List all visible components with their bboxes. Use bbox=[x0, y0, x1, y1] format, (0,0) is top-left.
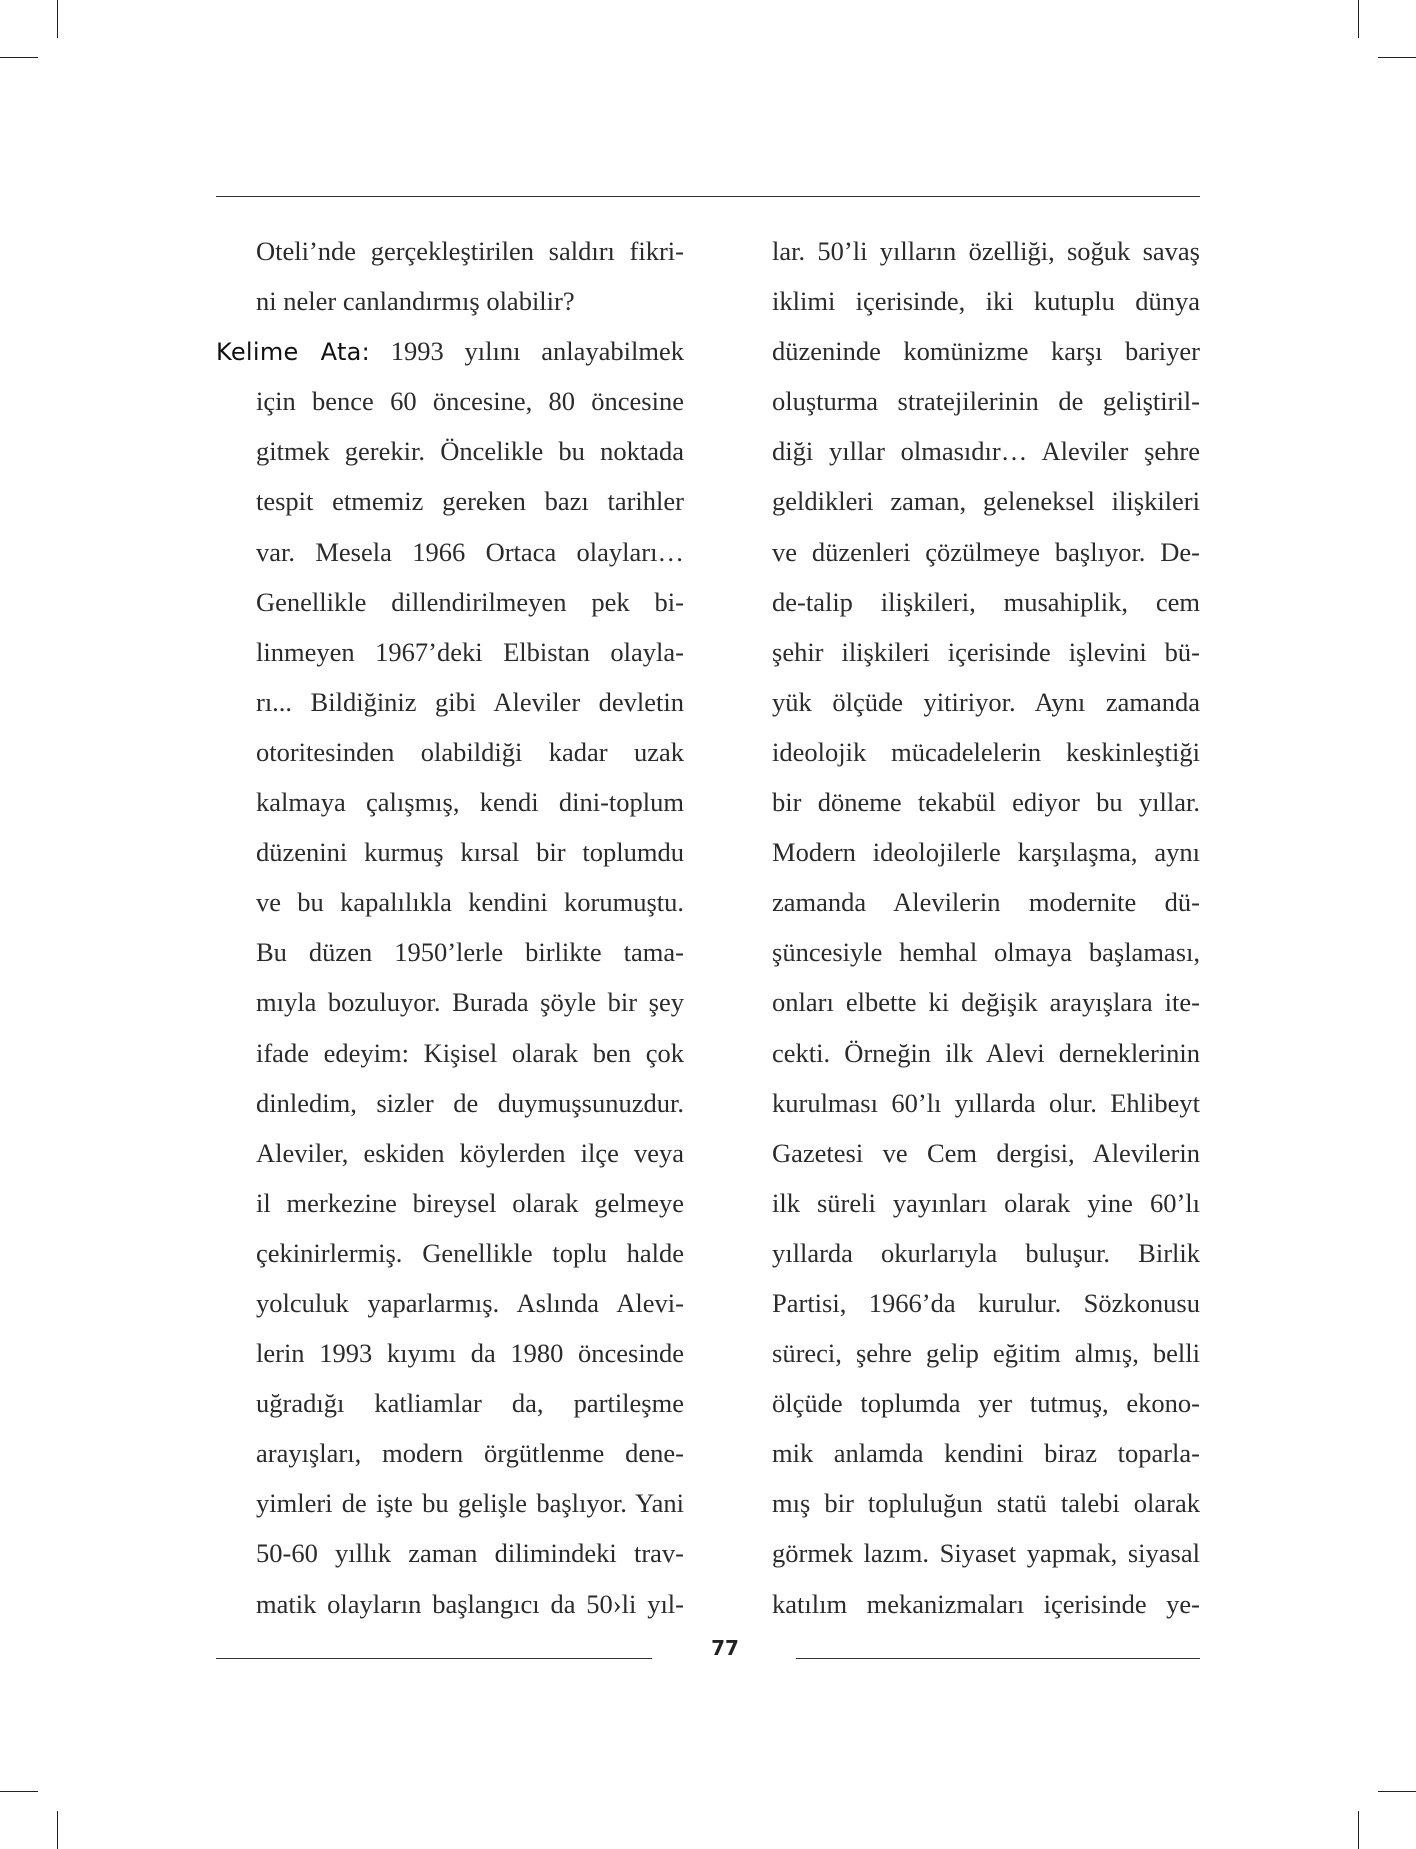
text-line: şehir ilişkileri içerisinde işlevini bü- bbox=[772, 636, 1200, 667]
text-line: ölçüde toplumda yer tutmuş, ekono- bbox=[772, 1388, 1200, 1419]
text-line: geldikleri zaman, geleneksel ilişkileri bbox=[772, 486, 1200, 517]
text-line: lar. 50’li yılların özelliği, soğuk savaş bbox=[772, 236, 1200, 266]
header-rule bbox=[216, 196, 1200, 197]
text-line: il merkezine bireysel olarak gelmeye bbox=[256, 1187, 684, 1218]
text-line: onları elbette ki değişik arayışlara ite- bbox=[772, 987, 1200, 1018]
text-line: Gazetesi ve Cem dergisi, Alevilerin bbox=[772, 1137, 1200, 1168]
text-line: ilk süreli yayınları olarak yine 60’lı bbox=[772, 1187, 1200, 1218]
text-line: Aleviler, eskiden köylerden ilçe veya bbox=[256, 1137, 684, 1168]
crop-mark bbox=[1358, 0, 1359, 38]
text-line: mış bir topluluğun statü talebi olarak bbox=[772, 1488, 1200, 1519]
text-line: zamanda Alevilerin modernite dü- bbox=[772, 887, 1200, 918]
text-line: var. Mesela 1966 Ortaca olayları… bbox=[256, 536, 684, 567]
speaker-name: Kelime Ata bbox=[216, 338, 362, 367]
text-line: kalmaya çalışmış, kendi dini-toplum bbox=[256, 787, 684, 818]
speaker-colon: : bbox=[361, 338, 371, 367]
text-line: gitmek gerekir. Öncelikle bu noktada bbox=[256, 436, 684, 467]
footer-rule-left bbox=[216, 1658, 652, 1659]
crop-mark bbox=[1358, 1811, 1359, 1849]
speaker-line bbox=[216, 326, 684, 376]
text-line: yolculuk yaparlarmış. Aslında Alevi- bbox=[256, 1287, 684, 1318]
crop-mark bbox=[57, 1811, 58, 1849]
text-line: arayışları, modern örgütlenme dene- bbox=[256, 1438, 684, 1469]
crop-mark bbox=[0, 57, 38, 58]
text-line: ni neler canlandırmış olabilir? bbox=[256, 286, 575, 317]
text-line: kurulması 60’lı yıllarda olur. Ehlibeyt bbox=[772, 1087, 1200, 1118]
text-line: ifade edeyim: Kişisel olarak ben çok bbox=[256, 1037, 684, 1068]
text-line: düzenini kurmuş kırsal bir toplumdu bbox=[256, 837, 684, 868]
text-line: bir döneme tekabül ediyor bu yıllar. bbox=[772, 787, 1200, 818]
text-line: mik anlamda kendini biraz toparla- bbox=[772, 1438, 1200, 1469]
text-line: matik olayların başlangıcı da 50›li yıl- bbox=[256, 1588, 684, 1619]
text-line: şüncesiyle hemhal olmaya başlaması, bbox=[772, 937, 1200, 968]
crop-mark bbox=[1378, 1791, 1416, 1792]
text-line: otoritesinden olabildiği kadar uzak bbox=[256, 736, 684, 767]
text-line: lerin 1993 kıyımı da 1980 öncesinde bbox=[256, 1338, 684, 1369]
text-line: diği yıllar olmasıdır… Aleviler şehre bbox=[772, 436, 1200, 467]
text-line: yimleri de işte bu gelişle başlıyor. Yani bbox=[256, 1488, 684, 1519]
text-line: katılım mekanizmaları içerisinde ye- bbox=[772, 1588, 1200, 1619]
footer-rule-right bbox=[796, 1658, 1200, 1659]
text-line: ve bu kapalılıkla kendini korumuştu. bbox=[256, 887, 684, 918]
text-line: 50-60 yıllık zaman dilimindeki trav- bbox=[256, 1538, 684, 1569]
text-line: Genellikle dillendirilmeyen pek bi- bbox=[256, 586, 684, 617]
crop-mark bbox=[57, 0, 58, 38]
crop-mark bbox=[0, 1791, 38, 1792]
text-line: ideolojik mücadelelerin keskinleştiği bbox=[772, 736, 1200, 767]
text-line: Partisi, 1966’da kurulur. Sözkonusu bbox=[772, 1287, 1200, 1318]
text-line: Modern ideolojilerle karşılaşma, aynı bbox=[772, 837, 1200, 868]
text-line: yıllarda okurlarıyla buluşur. Birlik bbox=[772, 1237, 1200, 1268]
text-line: görmek lazım. Siyaset yapmak, siyasal bbox=[772, 1538, 1200, 1569]
text-line: Bu düzen 1950’lerle birlikte tama- bbox=[256, 937, 684, 968]
text-line: yük ölçüde yitiriyor. Aynı zamanda bbox=[772, 686, 1200, 717]
text-line: dinledim, sizler de duymuşsunuzdur. bbox=[256, 1087, 684, 1118]
text-line: süreci, şehre gelip eğitim almış, belli bbox=[772, 1338, 1200, 1369]
crop-mark bbox=[1378, 57, 1416, 58]
text-line: tespit etmemiz gereken bazı tarihler bbox=[256, 486, 684, 517]
text-line: de-talip ilişkileri, musahiplik, cem bbox=[772, 586, 1200, 617]
text-line: mıyla bozuluyor. Burada şöyle bir şey bbox=[256, 987, 684, 1018]
text-line: 1993 yılını anlayabilmek bbox=[390, 336, 684, 367]
text-line: Oteli’nde gerçekleştirilen saldırı fikri- bbox=[256, 236, 684, 266]
right-column bbox=[772, 226, 1200, 1629]
text-line: oluşturma stratejilerinin de geliştiril- bbox=[772, 386, 1200, 417]
left-column bbox=[216, 226, 684, 1629]
text-line: için bence 60 öncesine, 80 öncesine bbox=[256, 386, 684, 417]
text-line: düzeninde komünizme karşı bariyer bbox=[772, 336, 1200, 367]
text-line: linmeyen 1967’deki Elbistan olayla- bbox=[256, 636, 684, 667]
text-line: ve düzenleri çözülmeye başlıyor. De- bbox=[772, 536, 1200, 567]
text-line: çekinirlermiş. Genellikle toplu halde bbox=[256, 1237, 684, 1268]
text-line: iklimi içerisinde, iki kutuplu dünya bbox=[772, 286, 1200, 317]
page-number: 77 bbox=[711, 1636, 739, 1660]
text-line: uğradığı katliamlar da, partileşme bbox=[256, 1388, 684, 1419]
text-line: rı... Bildiğiniz gibi Aleviler devletin bbox=[256, 686, 684, 717]
text-line: cekti. Örneğin ilk Alevi derneklerinin bbox=[772, 1037, 1200, 1068]
